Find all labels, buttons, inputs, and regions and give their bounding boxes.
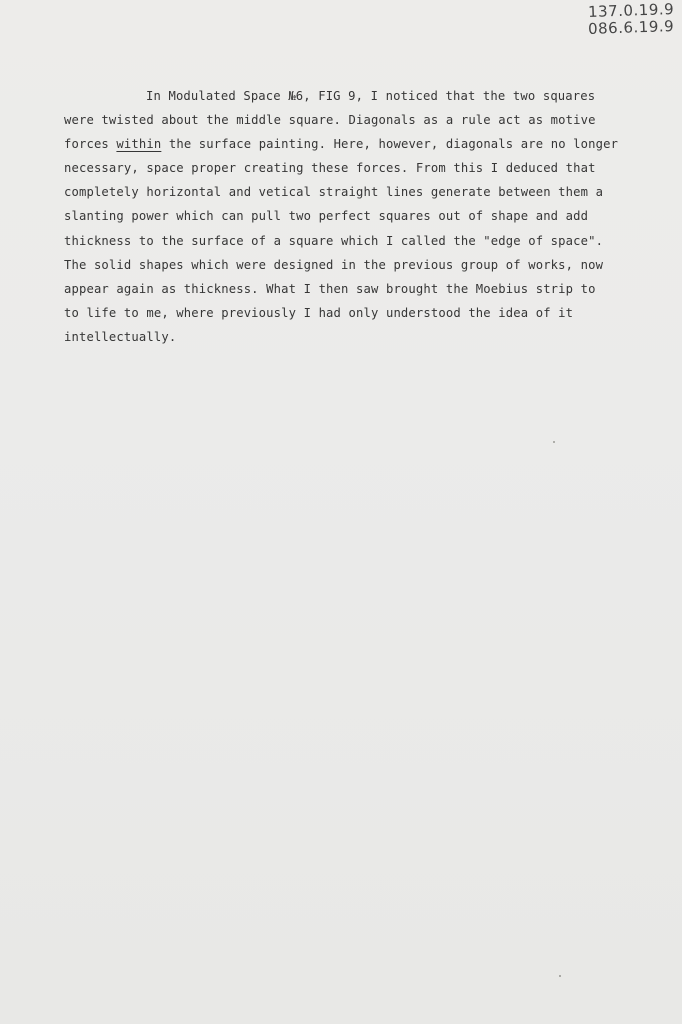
text-line: to life to me, where previously I had only understood the idea of it [64,305,574,320]
typed-paragraph [64,84,676,349]
paper-speck [559,975,561,977]
text-line: necessary, space proper creating these forces. From this I deduced that [64,161,596,176]
paper-speck [553,441,555,443]
text-line: thickness to the surface of a square which I called the "edge of space". [64,233,604,248]
underlined-word: within [116,137,162,152]
text-line: forces within the surface painting. Here, however, diagonals are no longer [64,137,619,152]
text-line: completely horizontal and vetical straight lines generate between them a [64,185,604,200]
archive-number-bottom: 086.6.19.9 [587,17,675,38]
text-line: appear again as thickness. What I then saw brought the Moebius strip to [64,281,596,296]
archive-number-top: 137.0.19.9 [587,0,675,21]
text-line: intellectually. [64,329,177,344]
text-line: were twisted about the middle square. Diagonals as a rule act as motive [64,113,596,128]
text-line: The solid shapes which were designed in the previous group of works, now [64,257,604,272]
text-line: In Modulated Space №6, FIG 9, I noticed that the two squares [146,89,596,103]
text-line: slanting power which can pull two perfect squares out of shape and add [64,209,589,224]
